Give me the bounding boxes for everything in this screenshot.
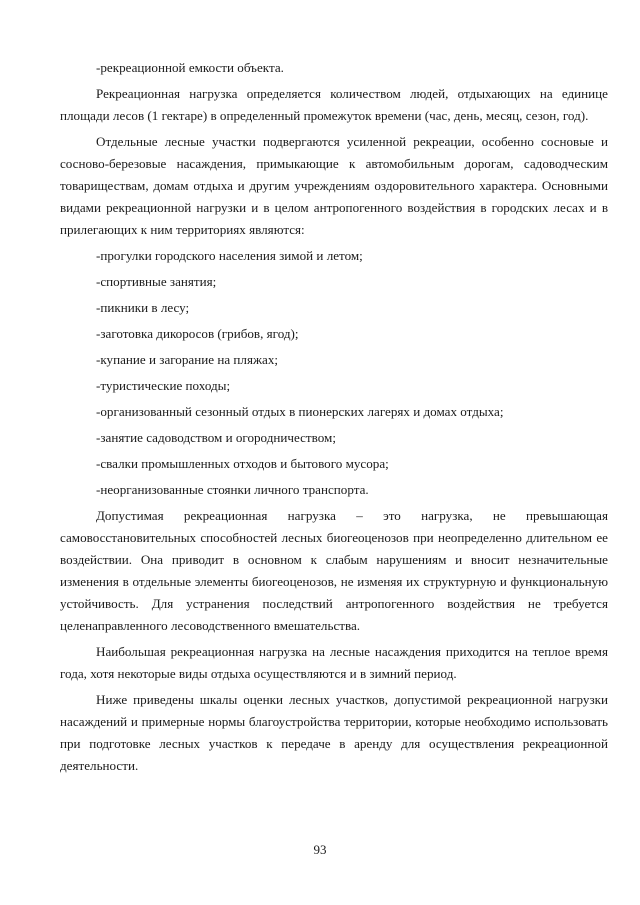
list-item: -купание и загорание на пляжах; [96, 352, 279, 367]
opening-line: -рекреационной емкости объекта. [96, 60, 284, 75]
paragraph-allowable-load: Допустимая рекреационная нагрузка – это нагрузка, не превышающая самовосстановительных способностей лесных биогеоценозов при неопределенно длительном ее воздействии. Она приводит в основном к слабым нарушениям и вносит незначительные изменения в отдельные элементы биогеоценозов, не изменяя их структурную и функциональную устойчивость. Для устранения последствий антропогенного воздействия не требуется целенаправленного лесоводственного вмешательства. [60, 508, 608, 633]
list-item: -туристические походы; [96, 378, 231, 393]
list-item: -спортивные занятия; [96, 274, 217, 289]
list-item: -заготовка дикоросов (грибов, ягод); [96, 326, 299, 341]
list-item: -занятие садоводством и огородничеством; [96, 430, 336, 445]
page-number: 93 [313, 842, 327, 857]
list-item: -прогулки городского населения зимой и летом; [96, 248, 363, 263]
list-item: -пикники в лесу; [96, 300, 190, 315]
list-item: -организованный сезонный отдых в пионерских лагерях и домах отдыха; [96, 404, 504, 419]
list-item: -неорганизованные стоянки личного транспорта. [96, 482, 369, 497]
document-body [60, 57, 608, 781]
paragraph-greatest-load: Наибольшая рекреационная нагрузка на лесные насаждения приходится на теплое время года, хотя некоторые виды отдыха осуществляются и в зимний период. [60, 644, 608, 681]
paragraph-scales: Ниже приведены шкалы оценки лесных участков, допустимой рекреационной нагрузки насаждений и примерные нормы благоустройства территории, которые необходимо использовать при подготовке лесных участков к передаче в аренду для осуществления рекреационной деятельности. [60, 692, 608, 773]
list-item: -свалки промышленных отходов и бытового мусора; [96, 456, 389, 471]
paragraph-load-definition: Рекреационная нагрузка определяется количеством людей, отдыхающих на единице площади лесов (1 гектаре) в определенный промежуток времени (час, день, месяц, сезон, год). [60, 86, 608, 123]
impact-types-list [60, 245, 608, 501]
paragraph-recreation-areas: Отдельные лесные участки подвергаются усиленной рекреации, особенно сосновые и сосново-березовые насаждения, примыкающие к автомобильным дорогам, садоводческим товариществам, домам отдыха и другим учреждениям оздоровительного характера. Основными видами рекреационной нагрузки и в целом антропогенного воздействия в городских лесах и в прилегающих к ним территориях являются: [60, 134, 608, 237]
